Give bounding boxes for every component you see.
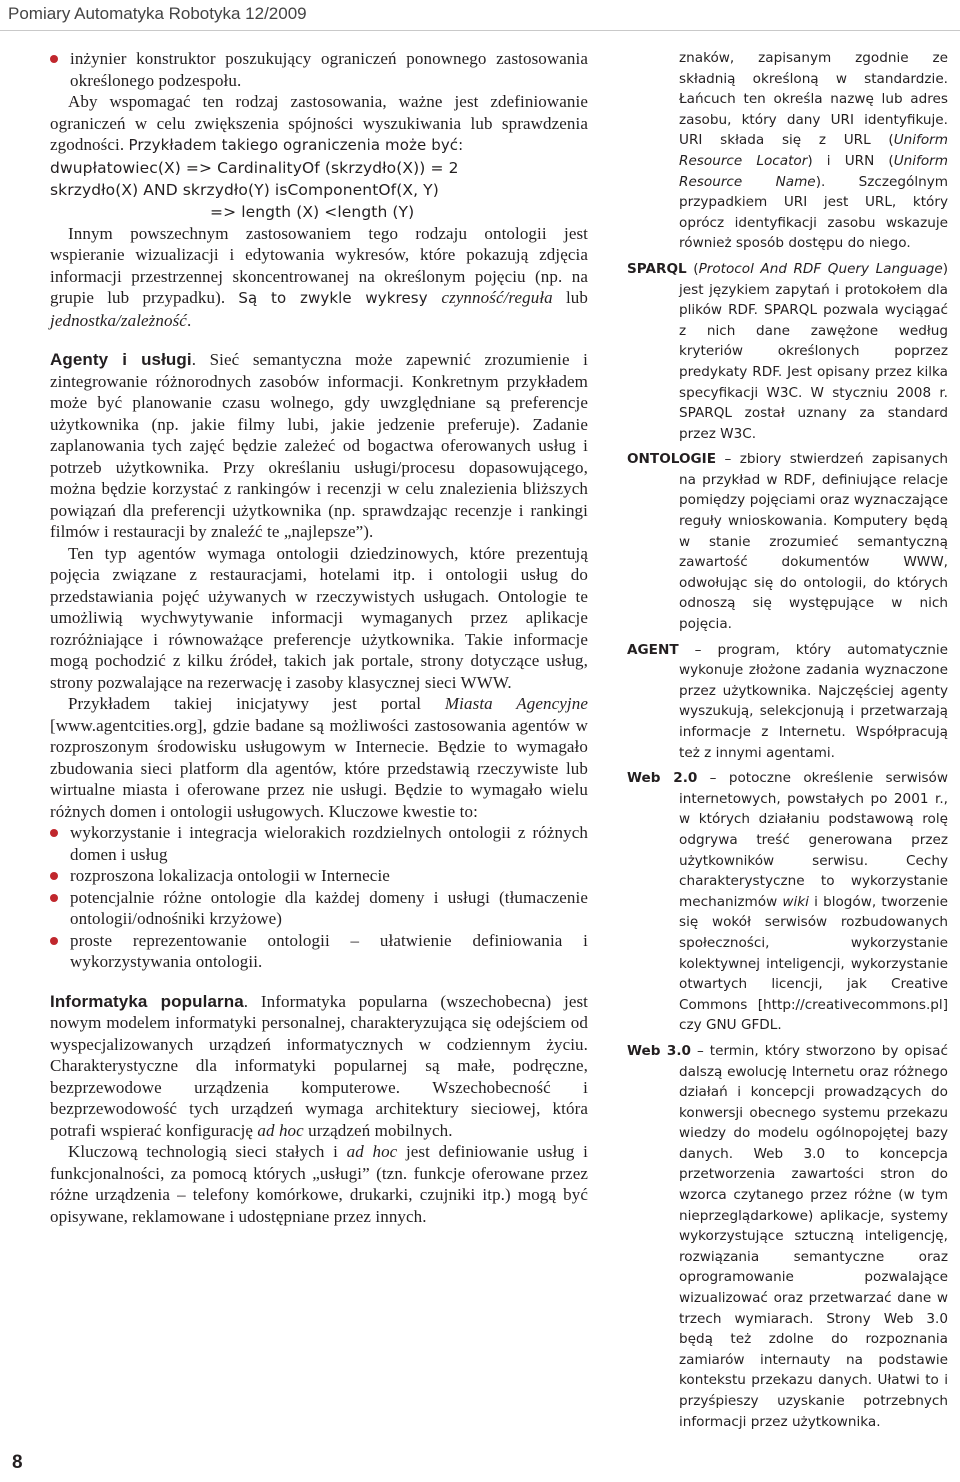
glossary-term: ONTOLOGIE (627, 451, 716, 468)
paragraph-visualization: Innym powszechnym zastosowaniem tego rodzaju ontologii jest wspieranie wizualizacji i edytowania wykresów, które pokazują zdjęcia informacji przestrzennej skoncentrowanej na określonym pojęciu (np. na grupie lub przypadku). Są to zwykle wykresy czynność/reguła lub jednostka/zależność. (50, 223, 588, 330)
glossary-term: SPARQL (627, 260, 687, 277)
glossary-term: Web 3.0 (627, 1042, 691, 1059)
header-rule (0, 30, 960, 31)
glossary-column (627, 48, 948, 1437)
paragraph-agents: Agenty i usługi. Sieć semantyczna może zapewnić zrozumienie i zintegrowanie różnorodnych zasobów informacji. Konkretnym przykładem może być planowanie czasu wolnego, gdy uwzględniane są preferencje użytkownika (np. jakie filmy lubi, jakie jedzenie preferuje). Zadanie zaplanowania tych zajęć będzie zależeć od bogactwa oferowanych usług i potrzeb użytkownika. Przy określaniu usługi/procesu dopasowującego, można będzie korzystać z rankingów i recenzji w celu znalezienia bliższych powiązań dla preferencji użytkownika (np. sprawdzając recenzje i rankingi filmów i restauracji by znaleźć te „najlepsze”). (50, 350, 589, 541)
list-item: rozproszona lokalizacja ontologii w Internecie (50, 865, 588, 887)
formula-line: => length (X) <length (Y) (210, 202, 415, 221)
glossary-entry-web2: Web 2.0 – potoczne określenie serwisów internetowych, powstałych po 2001 r., w których działaniu podstawową rolę odgrywa treść generowana przez użytkowników serwisu. Cechy charakterystyczne to wykorzystanie mechanizmów wiki i blogów, tworzenie się wokół serwisów rozbudowanych społeczności, wykorzystanie kolektywnej inteligencji, wykorzystanie otwartych licencji, jak Creative Commons [http://creativecommons.pl] czy GNU GFDL. (627, 770, 948, 1034)
glossary-entry-web3: Web 3.0 – termin, który stworzono by opisać dalszą ewolucję Internetu oraz różnego działań i koncepcji prowadzących do konwersji obecnego systemu przekazu wiedzy do modelu ogólnopojętej bazy danych. Web 3.0 to koncepcja przetworzenia zawartości stron do wzorca czytanego przez różne (w tym nieprzeglądarkowe) aplikacje, systemy wykorzystujące sztuczną inteligencję, rozwiązania semantyczne oraz oprogramowanie pozwalające wizualizować oraz przetwarzać dane w trzech wymiarach. Strony Web 3.0 będą też zdolne do rozpoznania zamiarów internauty na podstawie kontekstu przekazu danych. Ułatwi to i przyśpieszy uzyskanie potrzebnych informacji przez użytkownika. (627, 1042, 948, 1430)
glossary-term: Web 2.0 (627, 770, 698, 787)
list-item: potencjalnie różne ontologie dla każdej domeny i usługi (tłumaczenie ontologii/odnośniki krzyżowe) (50, 887, 588, 930)
paragraph-popular-computing: Informatyka popularna. Informatyka popularna (wszechobecna) jest nowym modelem informatyki personalnej, charakteryzująca się odejściem od wyspecjalizowanych urządzeń informatycznych w codziennym życiu. Charakterystyczne dla informatyki popularnej są małe, podręczne, bezprzewodowe urządzenia komputerowe. Wszechobecność i bezprzewodowość tych urządzeń wymaga architektury sieciowej, która potrafi wspierać konfigurację ad hoc urządzeń mobilnych. (50, 991, 589, 1140)
glossary-entry-sparql: SPARQL (Protocol And RDF Query Language) jest językiem zapytań i protokołem dla plików RDF. SPARQL pozwala wyciągać z nich dane zawężone według kryteriów określonych poprzez predykaty RDF. Jest opisany przez kilka specyfikacji W3C. W styczniu 2008 r. SPARQL został uznany za standard przez W3C. (627, 260, 949, 442)
page-number: 8 (12, 1452, 23, 1473)
glossary-entry-uri-continued: znaków, zapisanym zgodnie ze składnią określoną w standardzie. Łańcuch ten określa nazwę lub adres zasobu, który dany URI identyfikuje. URI składa się z URL (Uniform Resource Locator) i URN (Uniform Resource Name). Szczególnym przypadkiem URI jest URL, który oprócz identyfikacji zasobu wskazuje również sposób dostępu do niego. (679, 50, 948, 252)
glossary-entry-agent: AGENT – program, który automatycznie wykonuje złożone zadania wyznaczone przez użytkownika. Najczęściej agenty wyszukują, selekcjonują i przetwarzają informacje z Internetu. Współpracują też z innymi agentami. (627, 641, 948, 761)
section-heading: Informatyka popularna (50, 991, 244, 1011)
paragraph-agents-2: Ten typ agentów wymaga ontologii dziedzinowych, które prezentują pojęcia związane z restauracjami, hotelami itp. i ontologii usług do przedstawiania pojęć używanych w rzeczywistych usługach. Ontologie te umożliwią wychwytywanie informacji wymaganych przez aplikacje rozróżniające i równoważące preferencje użytkownika. Takie informacje mogą pochodzić z kilku źródeł, takich jak portale, strony dotyczące usług, strony pozwalające na rezerwację i zasoby klasycznej sieci WWW. (50, 543, 588, 692)
list-item: wykorzystanie i integracja wielorakich rozdzielnych ontologii z różnych domen i usług (50, 822, 588, 865)
glossary-entry-ontologie: ONTOLOGIE – zbiory stwierdzeń zapisanych na przykład w RDF, definiujące relacje pomiędzy pojęciami oraz wyznaczające reguły wnioskowania. Komputery będą w stanie zrozumieć semantyczną zawartość dokumentów WWW, odwołując się do ontologii, do których odnoszą się występujące w nich pojęcia. (627, 451, 948, 633)
paragraph-popular-computing-2: Kluczową technologią sieci stałych i ad hoc jest definiowanie usług i funkcjonalności, za pomocą których „usługi” (tzn. funkcje oferowane przez różne urządzenia – telefony komórkowe, drukarki, czujniki itp.) mogą być opisywane, reklamowane i udostępniane przez innych. (50, 1142, 588, 1226)
list-item: proste reprezentowanie ontologii – ułatwienie definiowania i wykorzystywania ontologii. (50, 930, 588, 973)
glossary-term: AGENT (627, 641, 679, 658)
formula-line: dwupłatowiec(X) => CardinalityOf (skrzydło(X)) = 2 (50, 158, 459, 177)
formula (50, 157, 588, 223)
formula-line: skrzydło(X) AND skrzydło(Y) isComponentOf(X, Y) (50, 180, 439, 199)
paragraph-agents-3: Przykładem takiej inicjatywy jest portal Miasta Agencyjne [www.agentcities.org], gdzie badane są możliwości zastosowania agentów w rozproszonym środowisku usługowym w Internecie. Będzie to wymagało zbudowania sieci platform dla agentów, które przedstawią rzeczywiste lub wirtualne miasta i oferowane przez nie usługi. Będzie to wymagało wielu różnych domen i ontologii usługowych. Kluczowe kwestie to: (50, 694, 588, 821)
left-column (50, 48, 588, 1227)
running-head: Pomiary Automatyka Robotyka 12/2009 (8, 4, 307, 23)
list-item: inżynier konstruktor poszukujący ograniczeń ponownego zastosowania określonego podzespołu. (50, 48, 588, 91)
section-heading: Agenty i usługi (50, 350, 192, 369)
paragraph-constraints: Aby wspomagać ten rodzaj zastosowania, ważne jest zdefiniowanie ograniczeń w celu zwiększenia spójności wyszukiwania lub sprawdzenia zgodności. Przykładem takiego ograniczenia może być: (50, 92, 588, 154)
